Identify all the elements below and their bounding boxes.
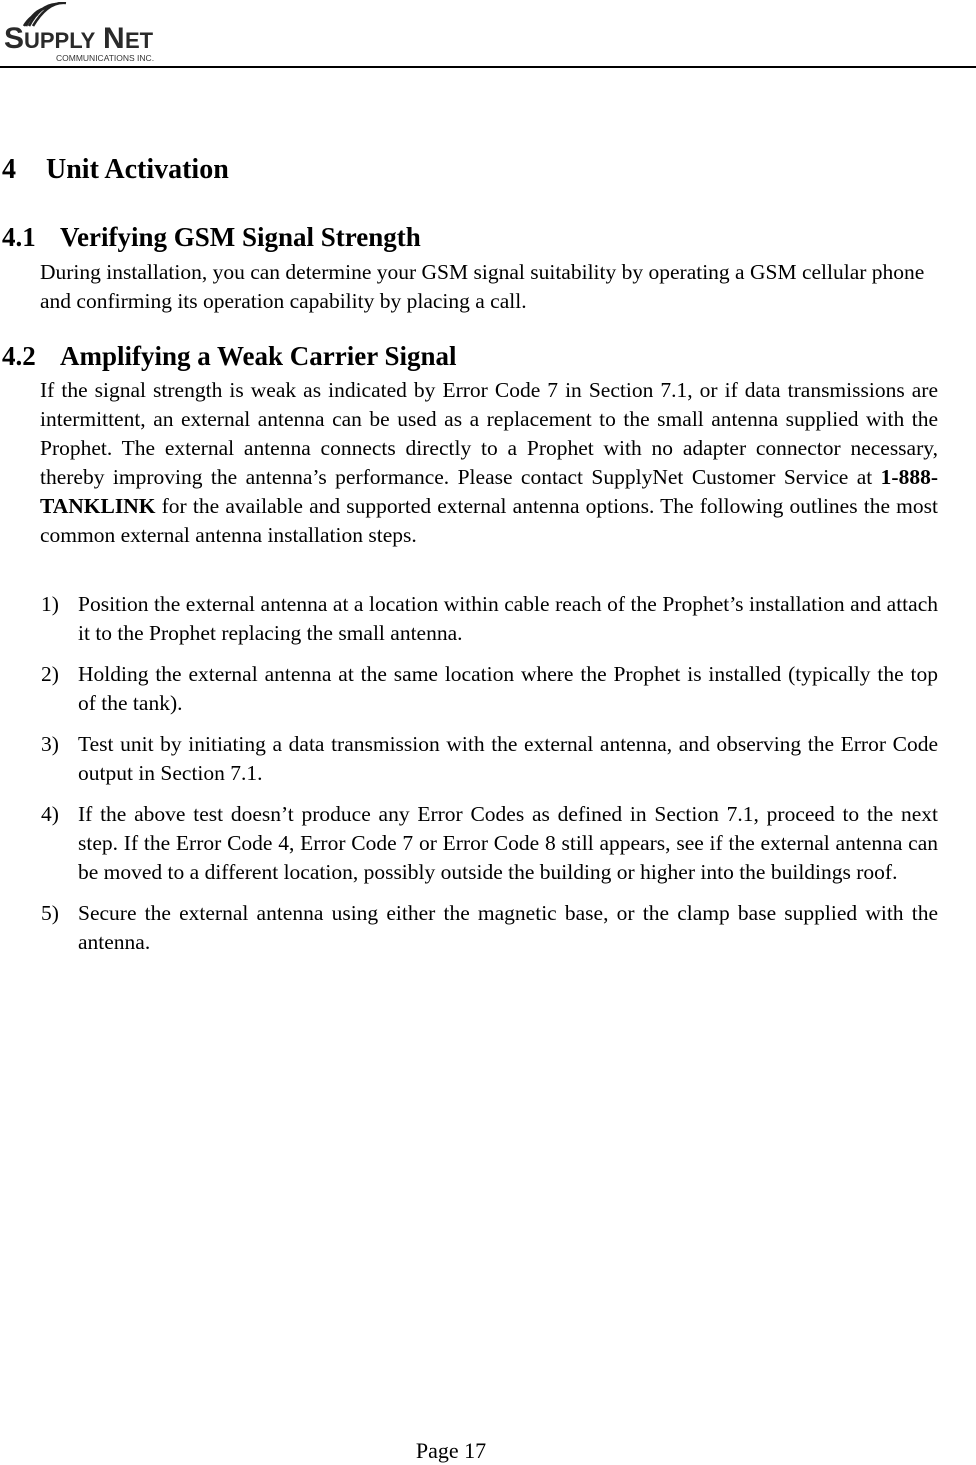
support-phone-number: 1-888-TANKLINK xyxy=(40,465,938,518)
section-4-heading xyxy=(2,154,229,186)
page-header xyxy=(0,0,976,70)
section-4-1-body: During installation, you can determine your GSM signal suitability by operating a GSM cellular phone and confirming its operation capability by placing a call. xyxy=(40,260,925,313)
step-marker: 1) xyxy=(41,592,59,616)
header-rule xyxy=(0,66,976,68)
signal-waves-icon xyxy=(24,3,66,26)
installation-steps xyxy=(40,590,938,969)
section-title: Amplifying a Weak Carrier Signal xyxy=(60,341,457,371)
logo-graphic xyxy=(4,2,164,64)
list-item xyxy=(40,660,938,718)
logo-wordmark-n: N xyxy=(103,22,125,55)
section-number: 4.1 xyxy=(2,222,36,252)
section-title: Verifying GSM Signal Strength xyxy=(60,222,421,252)
list-item xyxy=(40,590,938,648)
logo-wordmark-mid: UPPLY xyxy=(24,28,96,53)
step-marker: 5) xyxy=(41,901,59,925)
section-title: Unit Activation xyxy=(46,154,229,185)
logo-wordmark-end: ET xyxy=(125,28,154,53)
section-4-2-body xyxy=(40,376,938,550)
step-text: If the above test doesn’t produce any Error Codes as defined in Section 7.1, proceed to the next step. If the Error Code 4, Error Code 7 or Error Code 8 still appears, see if the external antenna can be moved to a different location, possibly outside the building or higher into the buildings roof. xyxy=(78,802,938,884)
section-number: 4 xyxy=(2,154,16,185)
section-number: 4.2 xyxy=(2,341,36,371)
section-4-2-heading xyxy=(2,341,457,372)
body-text: If the signal strength is weak as indicated by Error Code 7 in Section 7.1, or if data transmissions are intermittent, an external antenna can be used as a replacement to the small antenna supplied with the Prophet. The external antenna connects directly to a Prophet with no adapter connector necessary, thereby improving the antenna’s performance. Please contact SupplyNet Customer Service at xyxy=(40,378,938,489)
supplynet-logo xyxy=(4,2,164,64)
list-item xyxy=(40,730,938,788)
step-text: Position the external antenna at a location within cable reach of the Prophet’s installation and attach it to the Prophet replacing the small antenna. xyxy=(78,592,938,645)
step-marker: 4) xyxy=(41,802,59,826)
logo-wordmark: S xyxy=(4,22,24,55)
step-marker: 2) xyxy=(41,662,59,686)
logo-subtitle: COMMUNICATIONS INC. xyxy=(56,53,155,63)
list-item xyxy=(40,899,938,957)
body-text-cont: for the available and supported external antenna options. The following outlines the most common external antenna installation steps. xyxy=(40,494,938,547)
step-marker: 3) xyxy=(41,732,59,756)
step-text: Test unit by initiating a data transmission with the external antenna, and observing the Error Code output in Section 7.1. xyxy=(78,732,938,785)
step-text: Secure the external antenna using either the magnetic base, or the clamp base supplied with the antenna. xyxy=(78,901,938,954)
step-text: Holding the external antenna at the same location where the Prophet is installed (typically the top of the tank). xyxy=(78,662,938,715)
page-number: Page 17 xyxy=(415,1438,487,1463)
section-4-1-heading xyxy=(2,222,421,253)
list-item xyxy=(40,800,938,887)
